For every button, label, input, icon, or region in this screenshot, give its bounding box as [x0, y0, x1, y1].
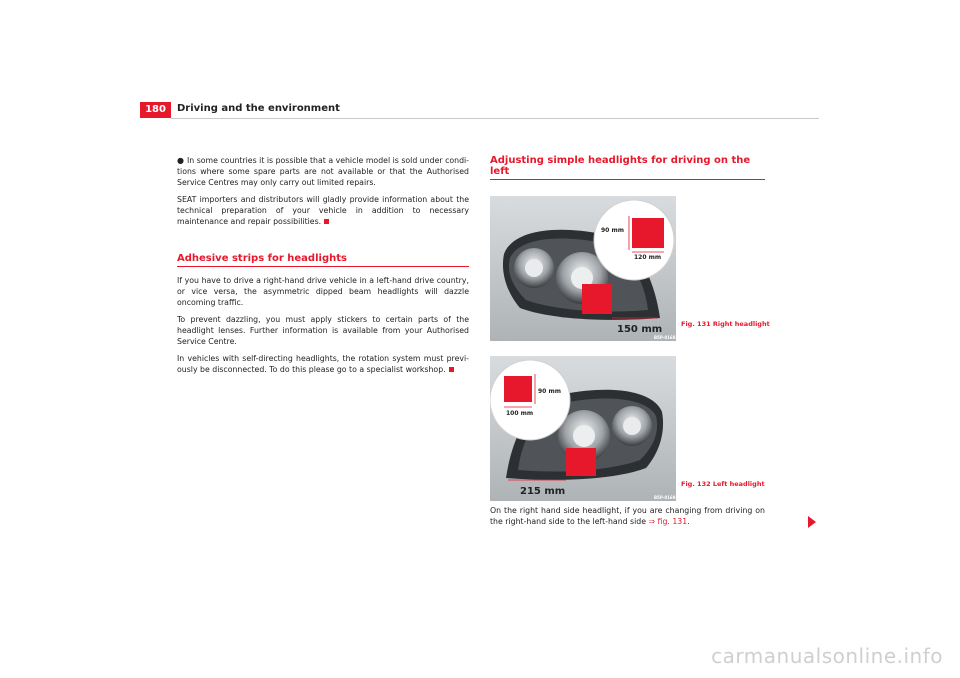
dim-bottom-131: 150 mm [617, 324, 663, 335]
section-end-icon [449, 367, 454, 372]
left-headlight-illustration [490, 356, 676, 501]
figure-code-132: B5P-0169 [654, 495, 676, 500]
adhesive-paragraph-1: If you have to drive a right-hand drive vehicle in a left-hand drive country, or vice versa, the asymmetric dipped beam headlights will dazzle oncoming traffic. [177, 276, 469, 307]
page-number: 180 [140, 102, 171, 118]
seat-paragraph: SEAT importers and distributors will gladly provide information about the technical preparation of your vehicle in addition to necessary maintenance and repair possibilities. [177, 195, 469, 226]
watermark: carmanualsonline.info [711, 644, 943, 668]
figure-code-131: B5P-0168 [654, 335, 676, 340]
sticker-area [566, 448, 596, 476]
dim-horizontal-131: 120 mm [634, 254, 662, 261]
figure-132-caption: Fig. 132 Left headlight [681, 480, 765, 488]
section-end-icon [324, 219, 329, 224]
dim-vertical-131: 90 mm [601, 227, 624, 234]
right-headlight-illustration [490, 196, 676, 341]
figure-131-right-headlight [490, 196, 676, 341]
bullet-paragraph: ● In some countries it is possible that a vehicle model is sold under condi-tions where some spare parts are not available or that the Authorised Service Centres may only carry out limited repairs. [177, 156, 469, 187]
dim-bottom-132: 215 mm [520, 486, 566, 497]
dim-horizontal-132: 100 mm [506, 410, 534, 417]
sticker-detail [632, 218, 664, 248]
dim-vertical-132: 90 mm [538, 388, 561, 395]
right-body-text [490, 505, 765, 533]
heading-adhesive-strips: Adhesive strips for headlights [177, 253, 469, 267]
heading-adjusting-headlights: Adjusting simple headlights for driving on the left [490, 155, 765, 180]
adjusting-paragraph: On the right hand side headlight, if you are changing from driving on the right-hand side to the left-hand side ⇒ fig. 131. [490, 506, 765, 526]
left-column [177, 155, 469, 381]
figure-132-left-headlight [490, 356, 676, 501]
adhesive-paragraph-3: In vehicles with self-directing headlights, the rotation system must previ-ously be disconnected. To do this please go to a specialist workshop. [177, 354, 469, 374]
bullet-icon: ● [177, 156, 184, 165]
chapter-title: Driving and the environment [177, 103, 340, 114]
header-divider [171, 118, 819, 119]
sticker-area [582, 284, 612, 314]
figure-reference-link[interactable]: ⇒ fig. 131 [648, 517, 688, 526]
right-column [490, 155, 770, 501]
next-page-arrow-icon [808, 516, 816, 528]
sticker-detail [504, 376, 532, 402]
figure-131-caption: Fig. 131 Right headlight [681, 320, 770, 328]
adhesive-paragraph-2: To prevent dazzling, you must apply stickers to certain parts of the headlight lenses. Further information is available from your Authorised Service Centre. [177, 315, 469, 346]
